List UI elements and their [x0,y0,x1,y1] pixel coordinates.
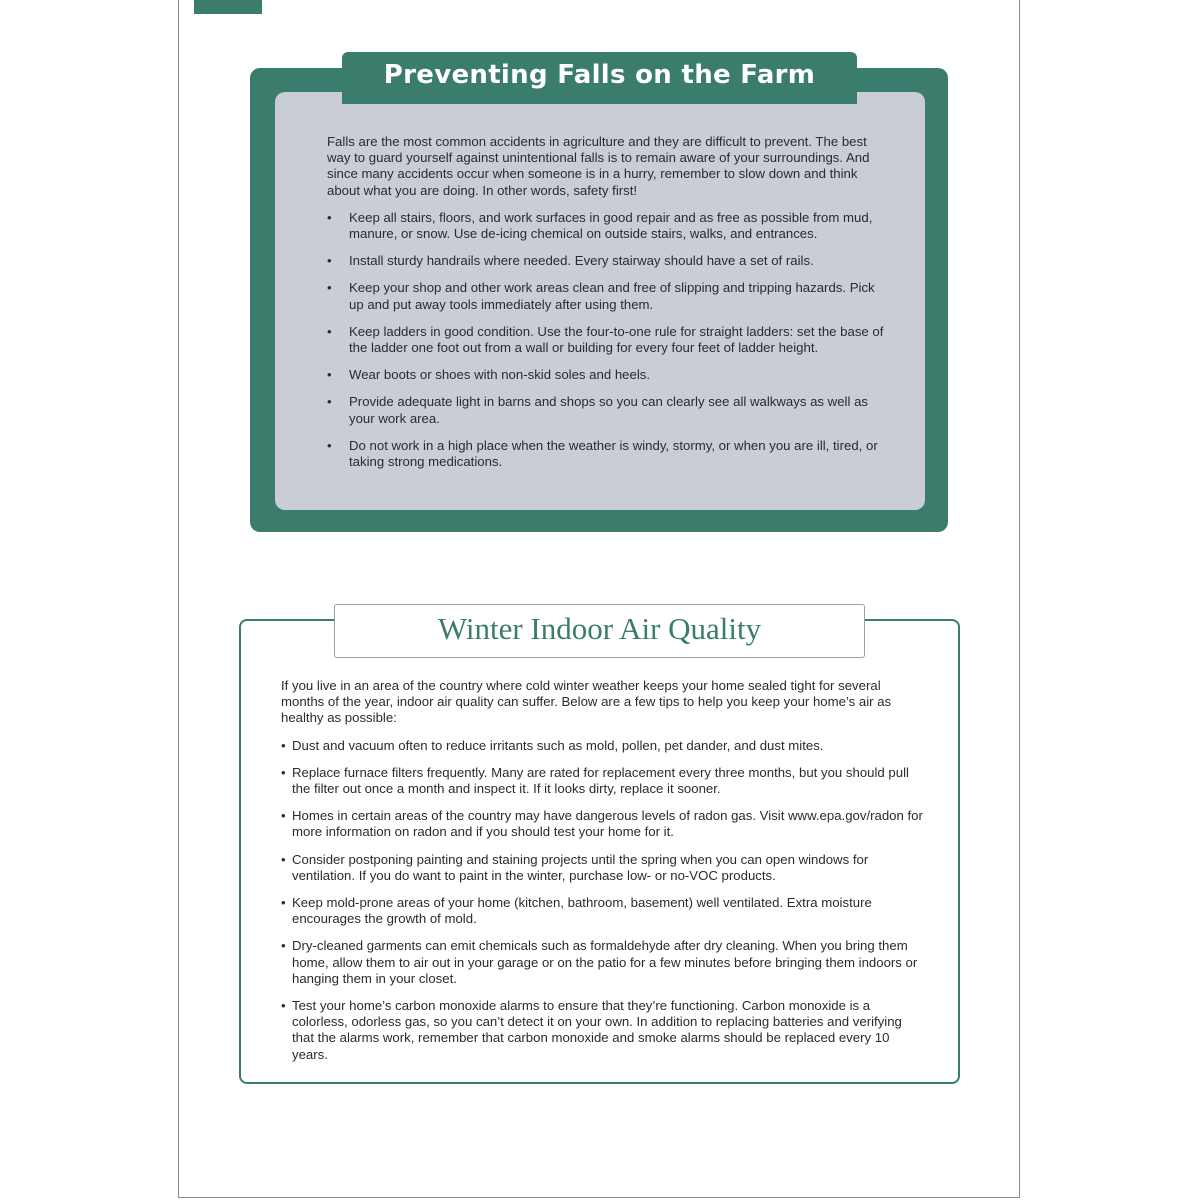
list-item: • Dry-cleaned garments can emit chemicals such as formaldehyde after dry cleaning. When you bring them home, allow them to air out in your garage or on the patio for a few minutes before bringing them indoors or hanging them in your closet. [281,938,926,987]
list-item: • Keep your shop and other work areas clean and free of slipping and tripping hazards. Pick up and put away tools immediately after using them. [327,280,887,312]
list-item: • Do not work in a high place when the weather is windy, stormy, or when you are ill, tired, or taking strong medications. [327,438,887,470]
falls-intro: Falls are the most common accidents in agriculture and they are difficult to prevent. The best way to guard yourself against unintentional falls is to remain aware of your surroundings. And since many accidents occur when someone is in a hurry, remember to slow down and think about what you are doing. In other words, safety first! [327,134,870,198]
list-item: • Test your home’s carbon monoxide alarms to ensure that they’re functioning. Carbon monoxide is a colorless, odorless gas, so you can’t detect it on your own. In addition to replacing batteries and verifying that the alarms work, remember that carbon monoxide and smoke alarms should be replaced every 10 years. [281,998,926,1063]
list-item: • Dust and vacuum often to reduce irritants such as mold, pollen, pet dander, and dust mites. [281,738,926,754]
falls-body [327,134,887,481]
list-item: • Keep all stairs, floors, and work surfaces in good repair and as free as possible from mud, manure, or snow. Use de-icing chemical on outside stairs, walks, and entrances. [327,210,887,242]
list-item: • Wear boots or shoes with non-skid soles and heels. [327,367,887,383]
list-item: • Keep mold-prone areas of your home (kitchen, bathroom, basement) well ventilated. Extra moisture encourages the growth of mold. [281,895,926,927]
air-body [281,678,926,1074]
falls-tips-list [327,210,887,470]
air-tips-list [281,738,926,1063]
list-item: • Install sturdy handrails where needed. Every stairway should have a set of rails. [327,253,887,269]
list-item: • Homes in certain areas of the country may have dangerous levels of radon gas. Visit www.epa.gov/radon for more information on radon and if you should test your home for it. [281,808,926,840]
falls-title: Preventing Falls on the Farm [383,60,816,90]
list-item: • Provide adequate light in barns and shops so you can clearly see all walkways as well as your work area. [327,394,887,426]
air-title: Winter Indoor Air Quality [437,611,762,646]
list-item: • Replace furnace filters frequently. Many are rated for replacement every three months, but you should pull the filter out once a month and inspect it. If it looks dirty, replace it sooner. [281,765,926,797]
corner-tab-decoration [194,0,262,14]
air-intro: If you live in an area of the country where cold winter weather keeps your home sealed tight for several months of the year, indoor air quality can suffer. Below are a few tips to help you keep your home’s air as healthy as possible: [281,678,892,726]
list-item: • Keep ladders in good condition. Use the four-to-one rule for straight ladders: set the base of the ladder one foot out from a wall or building for every four feet of ladder height. [327,324,887,356]
list-item: • Consider postponing painting and staining projects until the spring when you can open windows for ventilation. If you do want to paint in the winter, purchase low- or no-VOC products. [281,852,926,884]
